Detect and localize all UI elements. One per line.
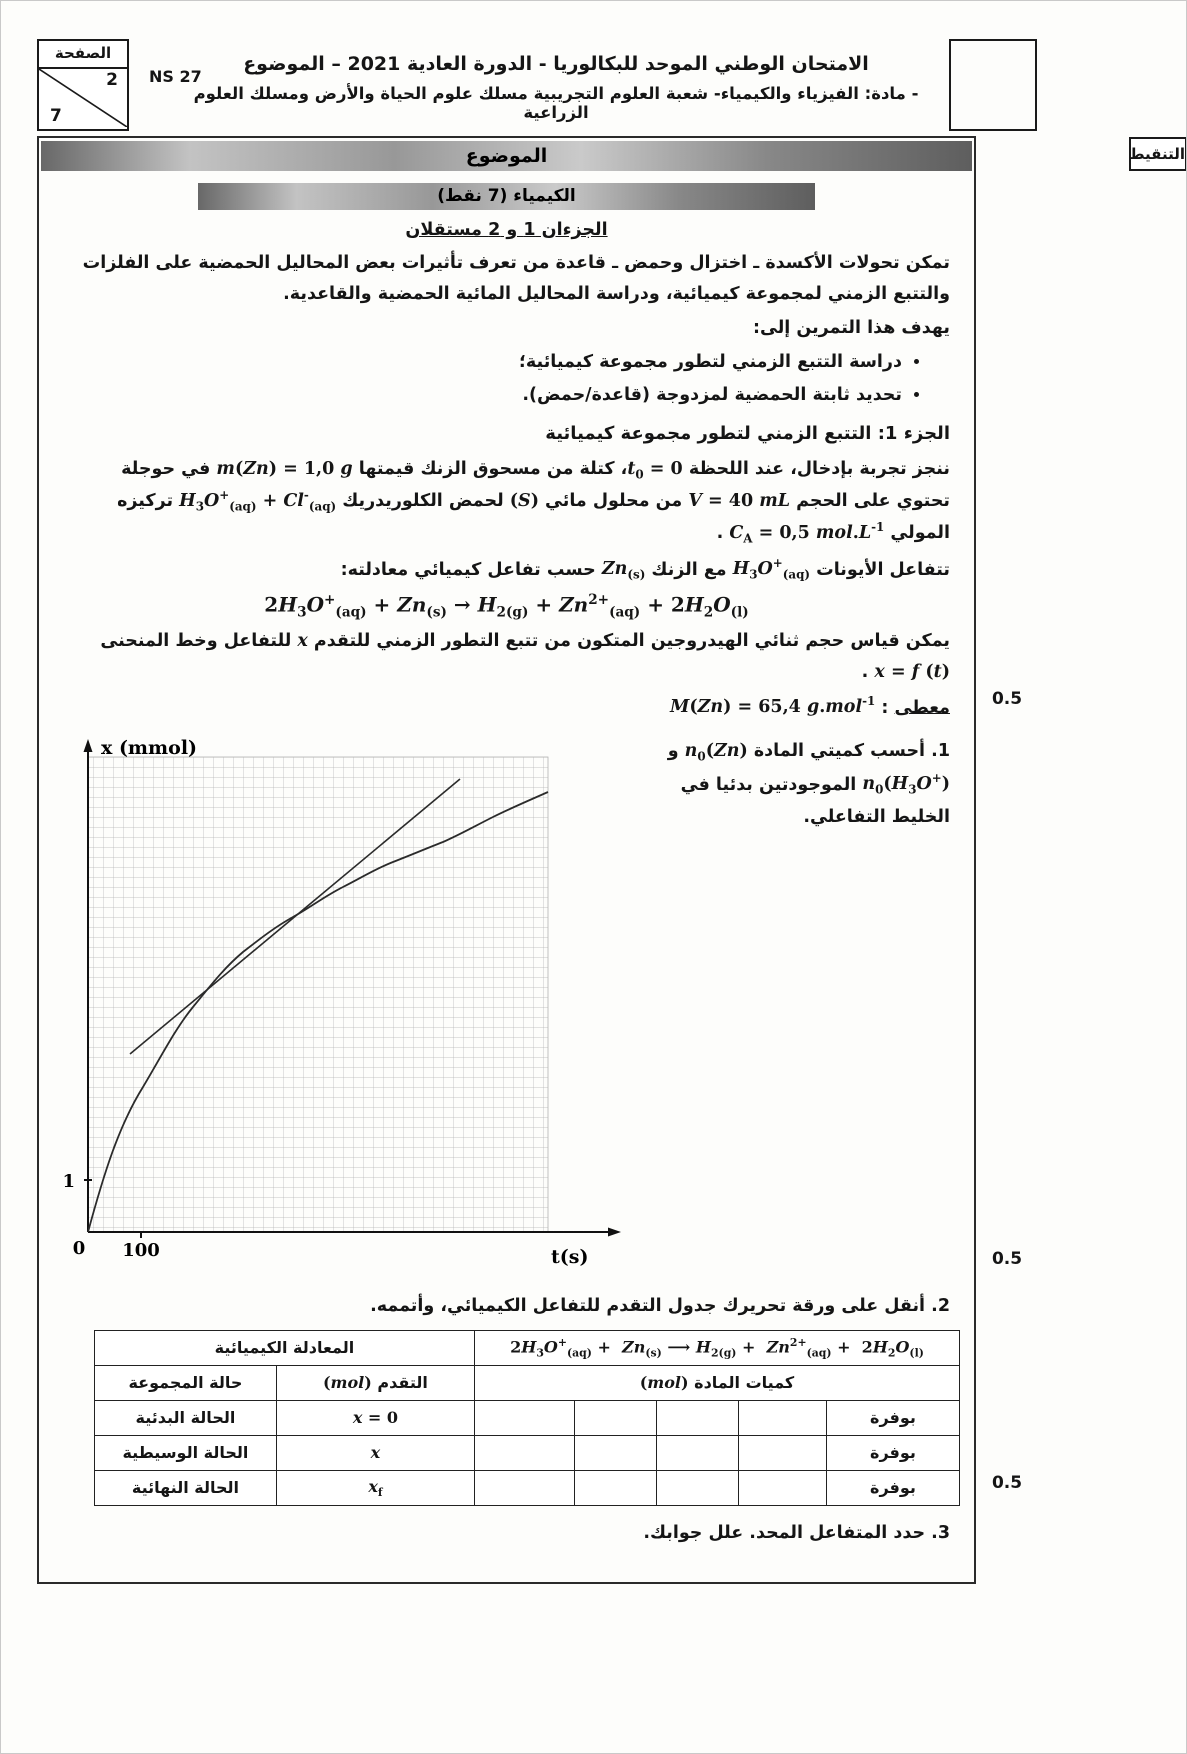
graph-svg <box>43 727 623 1275</box>
experiment-setup-paragraph: ننجز تجربة بإدخال، عند اللحظة $t_0$ = 0، كتلة من مسحوق الزنك قيمتها m(Zn) = 1,0 g في حوجلة تحتوي على الحجم V = 40 mL من محلول مائي (S) لحمض الكلوريدريك $H_3O^+_{(aq)} + Cl^-_{(aq)}$ تركيزه المولي $C_A = 0,5$ $mol.L^{-1}$ . <box>117 458 950 546</box>
graph-grid <box>88 757 548 1232</box>
page-current: 2 <box>106 70 118 90</box>
header-corner-box <box>949 39 1037 131</box>
x-tick-label-100: 100 <box>122 1240 160 1262</box>
state-cell: الحالة البدئية <box>94 1400 276 1435</box>
equation-label-cell: المعادلة الكيميائية <box>94 1330 474 1365</box>
intro-paragraph: تمكن تحولات الأكسدة ـ اختزال وحمض ـ قاعدة من تعرف تأثيرات بعض المحاليل الحمضية على الفلزات والتتبع الزمني لمجموعة كيميائية، ودراسة المحاليل المائية الحمضية والقاعدية. <box>82 253 950 304</box>
page-numbers <box>39 69 127 127</box>
advancement-table <box>94 1330 960 1506</box>
goal-item-2: • تحديد ثابتة الحمضية لمزدوجة (قاعدة/حمض). <box>63 381 902 411</box>
amount-cell <box>656 1400 738 1435</box>
state-header-cell: حالة المجموعة <box>94 1365 276 1400</box>
question-1-number: 1. <box>931 741 950 762</box>
amounts-header-cell: كميات المادة (mol) <box>474 1365 959 1400</box>
progress-header-cell: التقدم (mol) <box>276 1365 474 1400</box>
exam-title: الامتحان الوطني الموحد للبكالوريا - الدورة العادية 2021 – الموضوع <box>243 53 869 75</box>
amount-cell <box>474 1400 574 1435</box>
page-label: الصفحة <box>39 41 127 69</box>
question-1 <box>629 727 974 833</box>
table-row-initial <box>94 1400 959 1435</box>
exam-subtitle: - مادة: الفيزياء والكيمياء- شعبة العلوم التجريبية مسلك علوم الحياة والأرض ومسلك العلوم الزراعية <box>193 84 919 122</box>
table-row-final <box>94 1470 959 1505</box>
question-2-text: أنقل على ورقة تحريرك جدول التقدم للتفاعل الكيميائي، وأتممه. <box>370 1296 926 1317</box>
progress-cell: x <box>276 1435 474 1470</box>
amount-cell <box>656 1435 738 1470</box>
y-axis-arrow-icon <box>84 739 93 752</box>
exam-title-block <box>176 53 936 122</box>
table-row-headers <box>94 1365 959 1400</box>
reaction-equation: $2H_3O^+_{(aq)} + Zn_{(s)} \to H_{2(g)} + Zn^{2+}_{(aq)} + 2H_2O_{(l)}$ <box>264 591 749 621</box>
amount-cell <box>738 1470 826 1505</box>
amount-cell-water: بوفرة <box>826 1435 959 1470</box>
given-separator: : <box>875 697 895 718</box>
amount-cell-water: بوفرة <box>826 1400 959 1435</box>
equation-cell: $2H_3O^+_{(aq)} + Zn_{(s)}$ ⟶ $H_{2(g)} + Zn^{2+}_{(aq)} + 2H_2O_{(l)}$ <box>474 1330 959 1365</box>
amount-cell <box>738 1435 826 1470</box>
question-2 <box>63 1291 950 1322</box>
question-1-text: أحسب كميتي المادة $n_0(Zn)$ و $n_0(H_3O^+)$ الموجودتين بدئيا في الخليط التفاعلي. <box>667 741 950 827</box>
question-3-number: 3. <box>931 1522 950 1543</box>
chemistry-section-banner: الكيمياء (7 نقط) <box>198 183 815 210</box>
amount-cell <box>738 1400 826 1435</box>
state-cell: الحالة الوسيطية <box>94 1435 276 1470</box>
molar-mass-value: M(Zn) = 65,4 g.mol$^{-1}$ <box>669 694 876 718</box>
mark-question-3: 0.5 <box>991 1473 1023 1493</box>
exam-reference-code: NS 27 <box>149 67 202 86</box>
table-row-intermediate <box>94 1435 959 1470</box>
given-label: معطى <box>894 697 950 718</box>
page-number-box <box>37 39 129 131</box>
origin-label: 0 <box>72 1238 86 1260</box>
reaction-intro-paragraph: تتفاعل الأيونات $H_3O^+_{(aq)}$ مع الزنك $Zn_{(s)}$ حسب تفاعل كيميائي معادلته: <box>340 556 950 582</box>
amount-cell <box>474 1470 574 1505</box>
mark-question-2: 0.5 <box>991 1249 1023 1269</box>
goal-item-1: • دراسة التتبع الزمني لتطور مجموعة كيميائية؛ <box>63 348 902 378</box>
parts-independence-note: الجزءان 1 و 2 مستقلان <box>405 220 608 240</box>
grading-column <box>976 136 1038 1584</box>
x-axis-label: t(s) <box>551 1246 589 1269</box>
amount-cell <box>474 1435 574 1470</box>
grading-column-header: التنقيط <box>1129 137 1187 171</box>
question1-and-graph-row <box>39 727 974 1279</box>
amount-cell <box>574 1435 656 1470</box>
amount-cell <box>656 1470 738 1505</box>
question-3 <box>63 1518 950 1549</box>
amount-cell-water: بوفرة <box>826 1470 959 1505</box>
subject-banner: الموضوع <box>41 141 972 171</box>
measurement-note-paragraph: يمكن قياس حجم ثنائي الهيدروجين المتكون من تتبع التطور الزمني للتقدم x للتفاعل وخط المنحنى x = f (t) . <box>100 631 950 682</box>
amount-cell <box>574 1470 656 1505</box>
question-2-number: 2. <box>931 1296 950 1317</box>
part1-heading: الجزء 1: التتبع الزمني لتطور مجموعة كيميائية <box>545 423 950 445</box>
progress-graph <box>39 727 629 1279</box>
goal-list <box>63 348 902 411</box>
progress-cell: x = 0 <box>276 1400 474 1435</box>
given-data-line <box>63 692 950 723</box>
question-3-text: حدد المتفاعل المحد. علل جوابك. <box>643 1522 926 1543</box>
exercise-goal: يهدف هذا التمرين إلى: <box>752 318 950 339</box>
table-row-equation <box>94 1330 959 1365</box>
state-cell: الحالة النهائية <box>94 1470 276 1505</box>
exam-content-box <box>37 136 976 1584</box>
x-axis-arrow-icon <box>608 1228 621 1237</box>
progress-cell: $x_f$ <box>276 1470 474 1505</box>
y-axis-label: x (mmol) <box>101 737 198 760</box>
mark-question-1: 0.5 <box>991 689 1023 709</box>
y-tick-label-1: 1 <box>62 1171 75 1193</box>
page-total: 7 <box>50 106 62 126</box>
amount-cell <box>574 1400 656 1435</box>
